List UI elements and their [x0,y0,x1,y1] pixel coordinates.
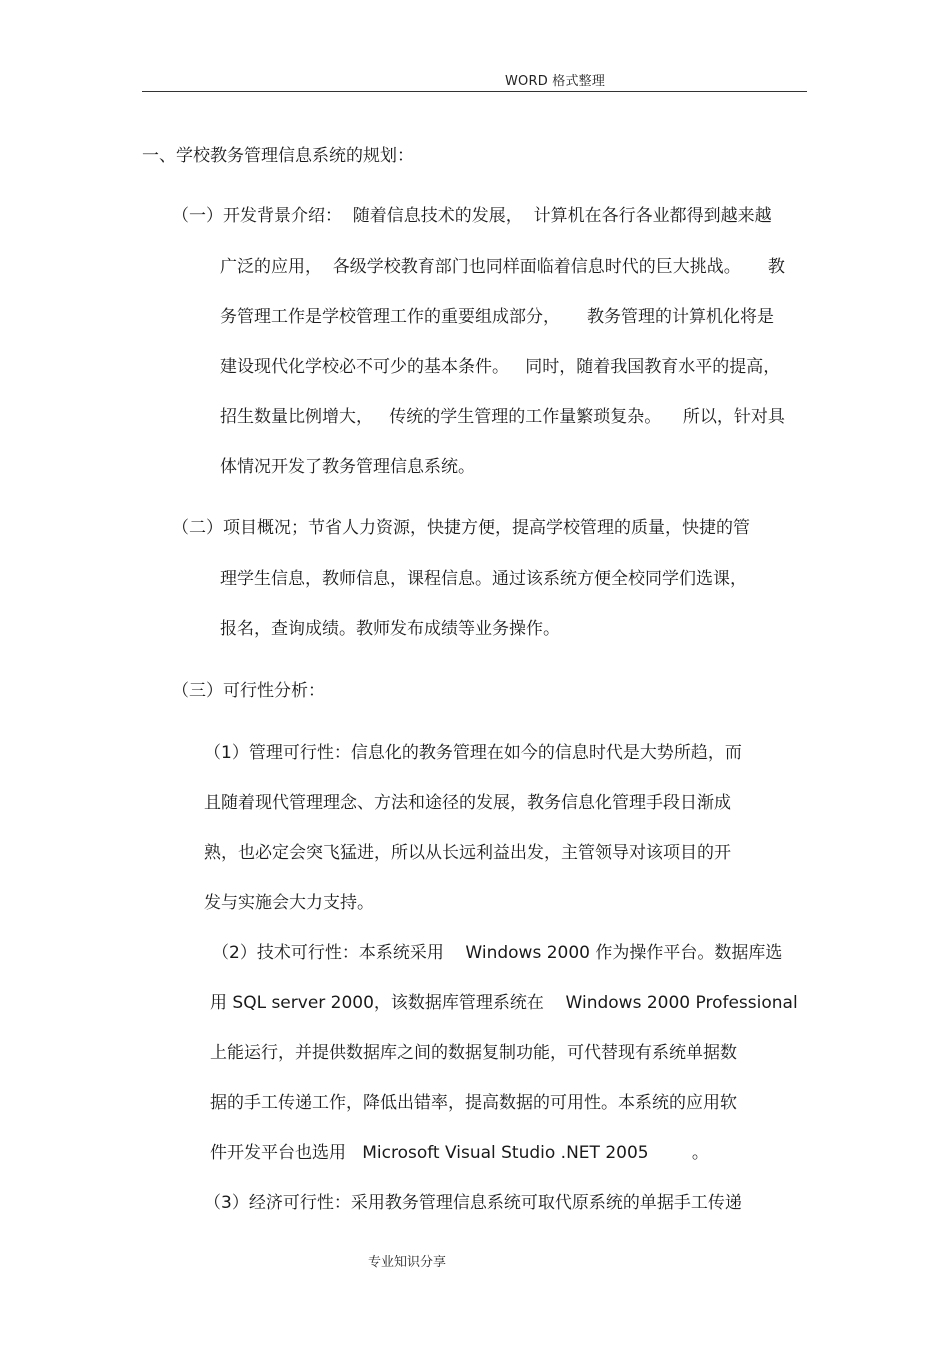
paragraph-line: （二）项目概况；节省人力资源，快捷方便，提高学校管理的质量，快捷的管 [172,518,750,538]
paragraph-line: 熟，也必定会突飞猛进，所以从长远利益出发，主管领导对该项目的开 [204,843,731,863]
paragraph-line: 理学生信息，教师信息，课程信息。通过该系统方便全校同学们选课， [220,569,747,589]
section-heading: 一、学校教务管理信息系统的规划： [142,146,414,166]
subsection-heading: （三）可行性分析： [172,681,325,701]
paragraph-line: 用 SQL server 2000，该数据库管理系统在 Windows 2000 Professional [210,993,798,1013]
paragraph-line: 报名，查询成绩。教师发布成绩等业务操作。 [220,619,560,639]
header-rule [142,91,807,92]
paragraph-line: 体情况开发了教务管理信息系统。 [220,457,475,477]
page-header: WORD 格式整理 [505,74,606,89]
paragraph-line: 且随着现代管理理念、方法和途径的发展，教务信息化管理手段日渐成 [204,793,731,813]
paragraph-line: 建设现代化学校必不可少的基本条件。 同时，随着我国教育水平的提高， [220,357,781,377]
paragraph-line: 发与实施会大力支持。 [204,893,374,913]
paragraph-line: 件开发平台也选用 Microsoft Visual Studio .NET 2005 。 [210,1143,709,1163]
paragraph-line: 广泛的应用， 各级学校教育部门也同样面临着信息时代的巨大挑战。 教 [220,257,785,277]
page-footer: 专业知识分享 [368,1255,447,1270]
paragraph-line: 招生数量比例增大， 传统的学生管理的工作量繁琐复杂。 所以，针对具 [220,407,785,427]
paragraph-line: （2）技术可行性：本系统采用 Windows 2000 作为操作平台。数据库选 [212,943,783,963]
paragraph-line: （3）经济可行性：采用教务管理信息系统可取代原系统的单据手工传递 [204,1193,742,1213]
paragraph-line: （1）管理可行性：信息化的教务管理在如今的信息时代是大势所趋，而 [204,743,742,763]
paragraph-line: 上能运行，并提供数据库之间的数据复制功能，可代替现有系统单据数 [210,1043,737,1063]
paragraph-line: 据的手工传递工作，降低出错率，提高数据的可用性。本系统的应用软 [210,1093,737,1113]
paragraph-line: 务管理工作是学校管理工作的重要组成部分， 教务管理的计算机化将是 [220,307,775,327]
paragraph-line: （一）开发背景介绍： 随着信息技术的发展， 计算机在各行各业都得到越来越 [172,206,772,226]
